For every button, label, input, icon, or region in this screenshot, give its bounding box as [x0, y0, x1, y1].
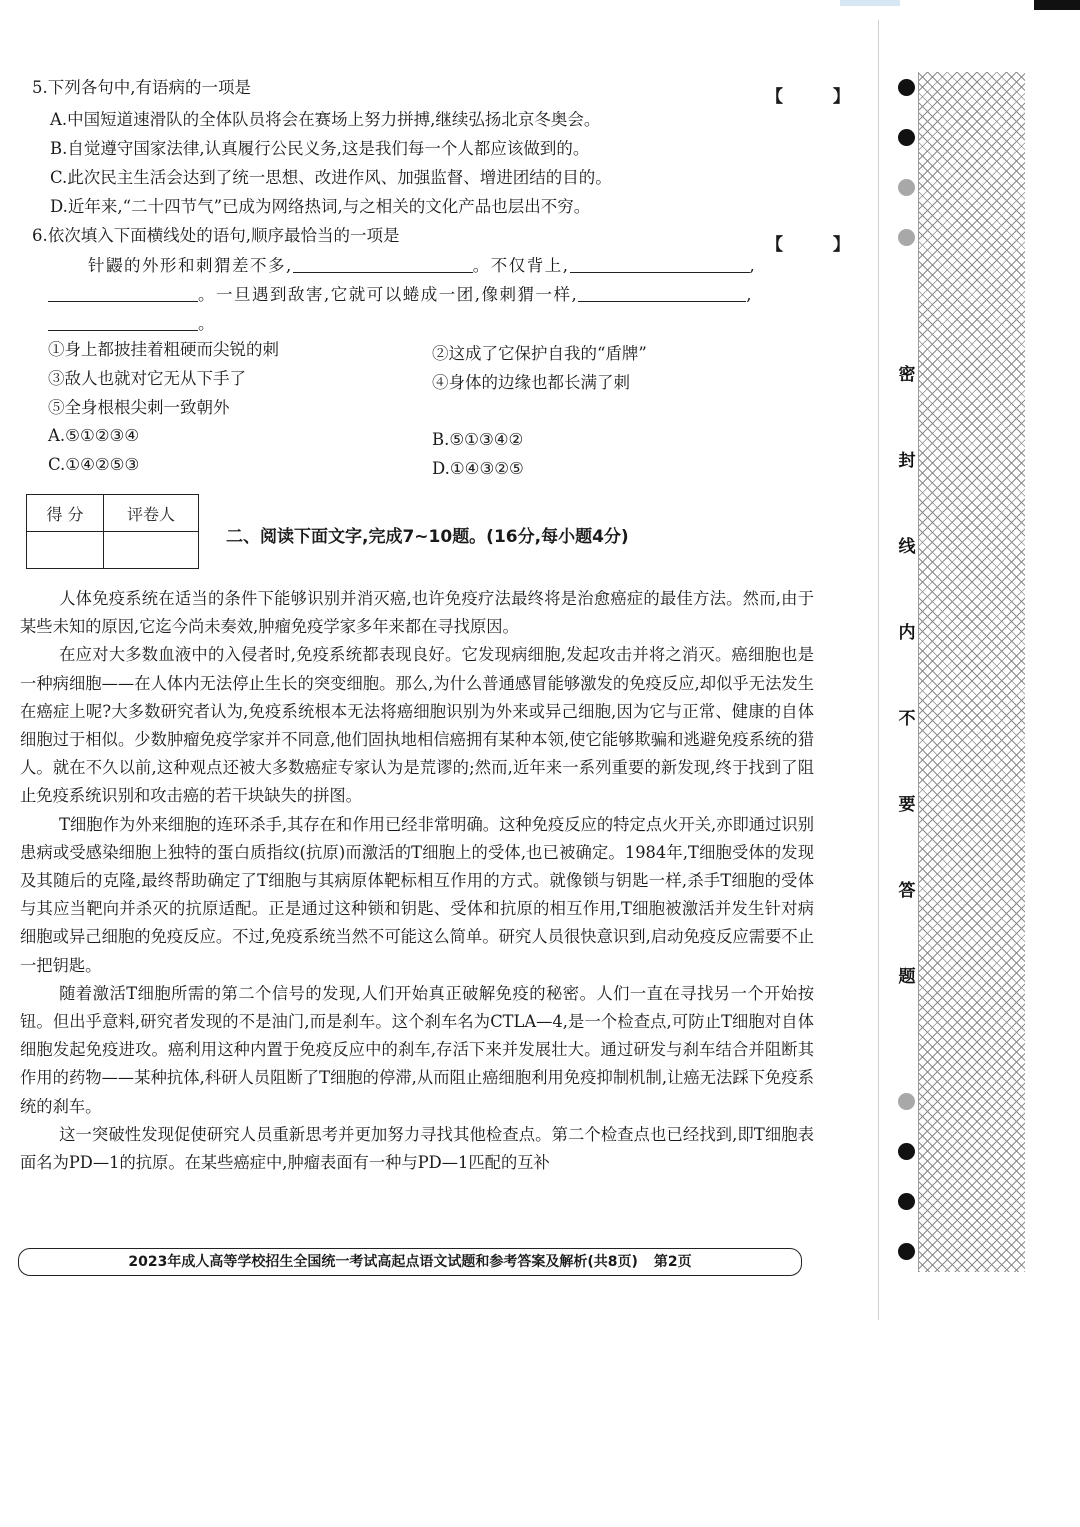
q6-item-2: ②这成了它保护自我的“盾牌”: [432, 344, 647, 363]
passage-paragraph: T细胞作为外来细胞的连环杀手,其存在和作用已经非常明确。这种免疫反应的特定点火开关,亦即通过识别患病或受感染细胞上独特的蛋白质指纹(抗原)而激活的T细胞上的受体,也已被确定。1984年,T细胞受体的发现及其随后的克隆,最终帮助确定了T细胞与其病原体靶标相互作用的方式。就像锁与钥匙一样,杀手T细胞的受体与其应当靶向并杀灭的抗原适配。正是通过这种锁和钥匙、受体和抗原的相互作用,T细胞被激活并发生针对病细胞或异己细胞的免疫反应。不过,免疫系统当然不可能这么简单。研究人员很快意识到,启动免疫反应需要不止一把钥匙。: [20, 814, 814, 975]
passage-paragraph: 人体免疫系统在适当的条件下能够识别并消灭癌,也许免疫疗法最终将是治愈癌症的最佳方法。然而,由于某些未知的原因,它迄今尚未奏效,肿瘤免疫学家多年来都在寻找原因。: [20, 589, 814, 637]
fill-blank[interactable]: [48, 283, 198, 302]
q6-text: 。不仅背上,: [472, 256, 570, 275]
q6-item-5: ⑤全身根根尖刺一致朝外: [48, 398, 230, 417]
seal-char: 封: [898, 451, 916, 471]
passage-paragraph: 这一突破性发现促使研究人员重新思考并更加努力寻找其他检查点。第二个检查点也已经找到,即T细胞表面名为PD—1的抗原。在某些癌症中,肿瘤表面有一种与PD—1匹配的互补: [20, 1124, 814, 1173]
page-footer: [18, 1248, 802, 1276]
binding-hatch: [918, 72, 1025, 1272]
q6-item-3: ③敌人也就对它无从下手了: [48, 369, 246, 388]
q6-text: 。一旦遇到敌害,它就可以蜷成一团,像刺猬一样,: [198, 285, 579, 304]
q6-item-4: ④身体的边缘也都长满了刺: [432, 373, 630, 392]
seal-char: 内: [898, 623, 916, 643]
grader-cell[interactable]: [104, 532, 199, 569]
reading-passage: [20, 585, 814, 1177]
punch-hole: [898, 1193, 915, 1210]
q5-stem: 5.下列各句中,有语病的一项是: [32, 78, 251, 97]
grader-header: 评卷人: [104, 495, 199, 532]
q5-option-d: D.近年来,“二十四节气”已成为网络热词,与之相关的文化产品也层出不穷。: [50, 197, 591, 216]
seal-char: 题: [898, 967, 916, 987]
q6-fill-line-2: [48, 281, 753, 309]
fill-blank[interactable]: [48, 312, 198, 331]
q5-option-b: B.自觉遵守国家法律,认真履行公民义务,这是我们每一个人都应该做到的。: [50, 139, 590, 158]
margin-divider: [878, 20, 879, 1320]
footer-title: 2023年成人高等学校招生全国统一考试高起点语文试题和参考答案及解析(共8页): [128, 1254, 638, 1270]
score-header: 得 分: [27, 495, 104, 532]
q6-choice-b: B.⑤①③④②: [432, 430, 524, 449]
q6-choice-d: D.①④③②⑤: [432, 459, 524, 478]
seal-char: 线: [898, 537, 916, 557]
q6-choice-c: C.①④②⑤③: [48, 455, 140, 474]
q5-answer-bracket[interactable]: 【 】: [766, 87, 872, 107]
punch-hole: [898, 79, 915, 96]
q6-choice-a: A.⑤①②③④: [48, 426, 140, 445]
q6-text: ,: [746, 285, 753, 304]
q6-fill-line-3: [48, 310, 215, 338]
q6-item-1: ①身上都披挂着粗硬而尖锐的刺: [48, 340, 279, 359]
scan-corner: [1034, 0, 1080, 10]
seal-char: 密: [898, 365, 916, 385]
seal-char: 答: [898, 881, 916, 901]
passage-paragraph: 在应对大多数血液中的入侵者时,免疫系统都表现良好。它发现病细胞,发起攻击并将之消灭。癌细胞也是一种病细胞——在人体内无法停止生长的突变细胞。那么,为什么普通感冒能够激发的免疫反应,却似乎无法发生在癌症上呢?大多数研究者认为,免疫系统根本无法将癌细胞识别为外来或异己细胞,因为它与正常、健康的自体细胞过于相似。少数肿瘤免疫学家并不同意,他们固执地相信癌拥有某种本领,使它能够欺骗和逃避免疫系统的猎人。就在不久以前,这种观点还被大多数癌症专家认为是荒谬的;然而,近年来一系列重要的新发现,终于找到了阻止免疫系统识别和攻击癌的若干块缺失的拼图。: [20, 645, 814, 806]
punch-hole: [898, 1093, 915, 1110]
q6-answer-bracket[interactable]: 【 】: [766, 235, 872, 255]
score-table: [26, 494, 199, 569]
q6-fill-line-1: [88, 252, 756, 280]
q5-option-c: C.此次民主生活会达到了统一思想、改进作风、加强监督、增进团结的目的。: [50, 168, 612, 187]
punch-hole: [898, 129, 915, 146]
section-2-title: 二、阅读下面文字,完成7~10题。(16分,每小题4分): [226, 527, 629, 547]
q6-stem: 6.依次填入下面横线处的语句,顺序最恰当的一项是: [32, 226, 400, 245]
q6-text: ,: [749, 256, 757, 275]
punch-hole: [898, 179, 915, 196]
punch-hole: [898, 1143, 915, 1160]
punch-hole: [898, 1243, 915, 1260]
q6-text: 。: [198, 314, 215, 333]
scan-edge: [840, 0, 900, 6]
score-cell[interactable]: [27, 532, 104, 569]
q5-option-a: A.中国短道速滑队的全体队员将会在赛场上努力拼搏,继续弘扬北京冬奥会。: [50, 110, 601, 129]
fill-blank[interactable]: [570, 254, 750, 273]
page-number: 第2页: [653, 1254, 692, 1270]
seal-char: 不: [898, 709, 916, 729]
fill-blank[interactable]: [578, 283, 746, 302]
seal-char: 要: [898, 795, 916, 815]
punch-hole: [898, 229, 915, 246]
passage-paragraph: 随着激活T细胞所需的第二个信号的发现,人们开始真正破解免疫的秘密。人们一直在寻找另一个开始按钮。但出乎意料,研究者发现的不是油门,而是刹车。这个刹车名为CTLA—4,是一个检查点,可防止T细胞对自体细胞发起免疫进攻。癌利用这种内置于免疫反应中的刹车,存活下来并发展壮大。通过研发与刹车结合并阻断其作用的药物——某种抗体,科研人员阻断了T细胞的停滞,从而阻止癌细胞利用免疫抑制机制,让癌无法踩下免疫系统的刹车。: [20, 983, 814, 1116]
q6-text: 针鼹的外形和刺猬差不多,: [88, 256, 293, 275]
fill-blank[interactable]: [293, 254, 473, 273]
